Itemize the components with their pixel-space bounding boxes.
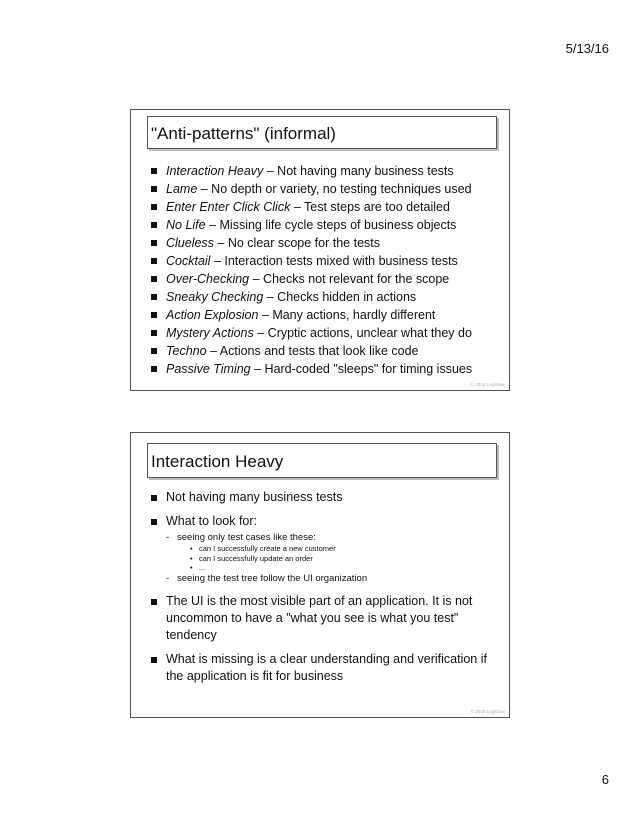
list-item: [151, 270, 501, 288]
item-term: Passive Timing: [166, 362, 251, 376]
list-item: [151, 180, 501, 198]
page-date: 5/13/16: [565, 41, 609, 56]
list-item: [151, 288, 501, 306]
item-desc: – Missing life cycle steps of business objects: [205, 218, 457, 232]
item-desc: – No clear scope for the tests: [213, 236, 380, 250]
item-term: Clueless: [166, 236, 214, 250]
bullet-text: What is missing is a clear understanding and verification if the application is fit for business: [166, 651, 487, 683]
item-term: Lame: [166, 182, 198, 196]
item-term: Cocktail: [166, 254, 211, 268]
item-term: Over-Checking: [166, 272, 250, 286]
bullet-item: [151, 513, 501, 585]
bullet-item: [151, 593, 501, 644]
page-number: 6: [601, 772, 609, 787]
item-term: Action Explosion: [166, 308, 259, 322]
list-item: [151, 234, 501, 252]
bullet-item: [151, 489, 501, 506]
item-desc: – Interaction tests mixed with business tests: [210, 254, 458, 268]
item-desc: – Checks not relevant for the scope: [249, 272, 450, 286]
item-desc: – Not having many business tests: [263, 164, 454, 178]
item-desc: – No depth or variety, no testing techniques used: [197, 182, 472, 196]
item-desc: – Test steps are too detailed: [290, 200, 450, 214]
item-desc: – Hard-coded "sleeps" for timing issues: [250, 362, 473, 376]
sub-item-text: seeing the test tree follow the UI organization: [177, 572, 368, 584]
list-item: [151, 360, 501, 378]
item-term: Techno: [166, 344, 207, 358]
slide-anti-patterns: [130, 109, 510, 391]
slide-title: Interaction Heavy: [147, 443, 497, 478]
sub-item-text: seeing only test cases like these:: [177, 532, 316, 543]
sub-sub-item: • ...: [190, 563, 501, 573]
slide-copyright: © 2016 LogiGear: [470, 382, 505, 387]
list-item: [151, 342, 501, 360]
item-desc: – Checks hidden in actions: [263, 290, 417, 304]
list-item: [151, 324, 501, 342]
list-item: [151, 252, 501, 270]
slide-interaction-heavy: [130, 432, 510, 718]
bullet-text: Not having many business tests: [166, 490, 343, 504]
slide-copyright: © 2016 LogiGear: [470, 709, 505, 714]
list-item: [151, 198, 501, 216]
slide-title: "Anti-patterns" (informal): [147, 116, 497, 149]
item-desc: – Cryptic actions, unclear what they do: [253, 326, 472, 340]
item-term: Interaction Heavy: [166, 164, 264, 178]
item-desc: – Many actions, hardly different: [258, 308, 436, 322]
sub-item: [166, 573, 501, 585]
list-item: [151, 216, 501, 234]
bullet-item: [151, 651, 501, 685]
slide-bullet-list: [151, 489, 501, 692]
list-item: [151, 162, 501, 180]
sub-sub-list: [177, 544, 501, 573]
bullet-text: The UI is the most visible part of an application. It is not uncommon to have a "what you see is what you test" tendency: [166, 593, 473, 642]
list-item: [151, 306, 501, 324]
item-term: Mystery Actions: [166, 326, 254, 340]
sub-sub-item: • can I successfully update an order: [190, 554, 501, 564]
sub-sub-item: • can I successfully create a new customer: [190, 544, 501, 554]
item-term: Sneaky Checking: [166, 290, 264, 304]
anti-pattern-list: [151, 162, 501, 378]
item-term: Enter Enter Click Click: [166, 200, 291, 214]
sub-item: [166, 532, 501, 573]
sub-list: [166, 532, 501, 585]
item-desc: – Actions and tests that look like code: [206, 344, 419, 358]
bullet-text: What to look for:: [166, 514, 258, 528]
item-term: No Life: [166, 218, 206, 232]
